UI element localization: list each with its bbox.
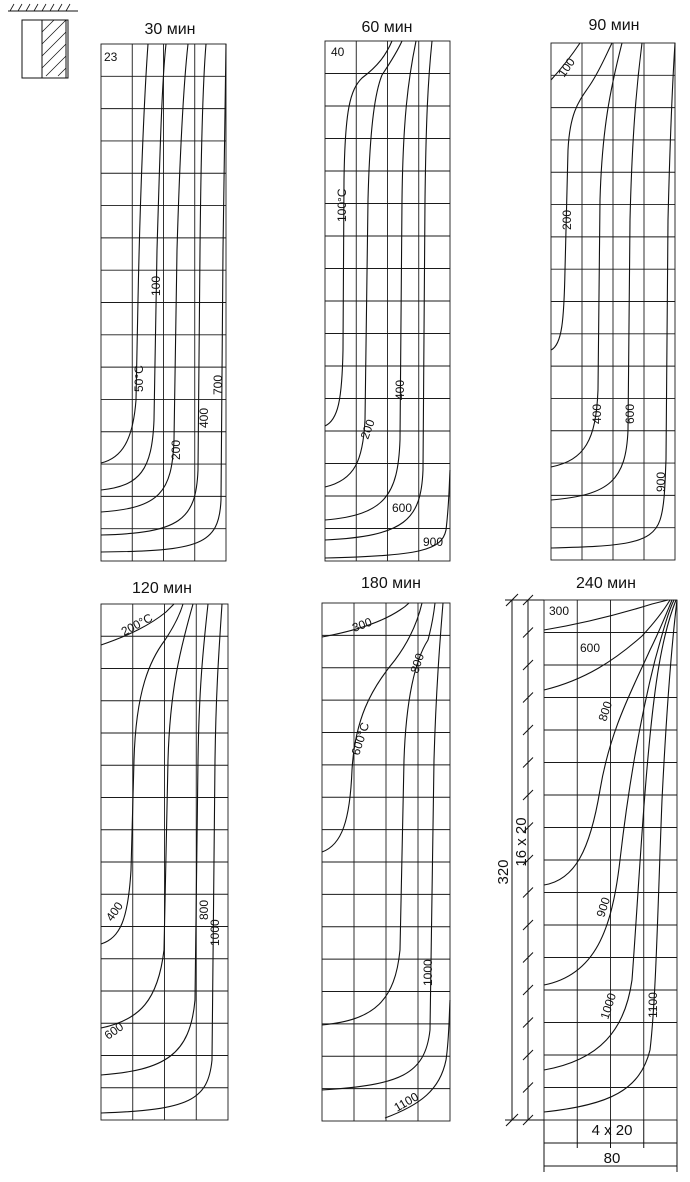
isotherm-label: 900 (593, 895, 614, 919)
isotherm-800 (544, 600, 672, 885)
panel-title: 90 мин (588, 17, 640, 34)
height-total-label: 320 (495, 859, 512, 885)
panel-90-min (551, 17, 675, 560)
isotherm-label: 100 (554, 55, 578, 80)
isotherm-label: 200 (357, 417, 378, 442)
width-total-label: 80 (603, 1150, 621, 1167)
isotherm-600 (322, 603, 422, 852)
panel-60-min (325, 19, 450, 561)
isotherm-label: 600 (101, 1019, 127, 1043)
isotherm-label: 50°C (132, 365, 146, 392)
panel-title: 180 мин (361, 575, 421, 592)
isotherm-800 (101, 604, 208, 1075)
isotherm-label: 200 (169, 439, 183, 460)
panel-title: 60 мин (361, 19, 413, 36)
isotherm-label: 900 (654, 471, 668, 492)
isotherm-label: 800 (197, 899, 211, 920)
isotherm-label: 100 (149, 275, 163, 296)
isotherm-label: 1000 (421, 959, 435, 986)
isotherm-400 (101, 604, 183, 944)
isotherm-600 (325, 41, 432, 540)
isotherm-label: 1100 (646, 992, 660, 1018)
height-division-label: 16 x 20 (513, 817, 530, 867)
panel-240-min (495, 575, 677, 1172)
isotherm-label: 100°C (335, 188, 349, 222)
isotherm-label: 400 (590, 403, 604, 424)
isotherm-label: 300 (350, 614, 374, 635)
isotherm-1000 (101, 604, 222, 1113)
panel-title: 30 мин (144, 21, 196, 38)
isotherm-label: 600 (623, 403, 637, 424)
corner-temperature-label: 40 (331, 45, 345, 59)
isotherm-600 (101, 604, 193, 1028)
isotherm-label: 400 (197, 407, 211, 428)
isotherm-label: 200°C (118, 610, 155, 639)
panel-grid (101, 44, 226, 561)
panel-180-min (322, 575, 450, 1121)
isotherm-label: 800 (595, 699, 616, 723)
isotherm-label: 1000 (208, 919, 222, 946)
isotherm-label: 600 (392, 501, 413, 515)
isotherm-400 (325, 41, 416, 520)
isotherm-400 (551, 43, 622, 467)
panel-30-min (101, 21, 226, 561)
isotherm-label: 900 (423, 535, 444, 549)
panel-title: 240 мин (576, 575, 636, 592)
isotherm-label: 1000 (597, 991, 620, 1021)
section-sketch-icon (8, 4, 78, 78)
isotherm-label: 1100 (391, 1089, 421, 1115)
isotherm-200 (551, 43, 612, 350)
panel-grid (322, 603, 450, 1121)
isotherm-label: 400 (393, 379, 407, 400)
isotherm-label: 400 (102, 899, 126, 924)
corner-temperature-label: 23 (104, 50, 118, 64)
isotherm-label: 200 (560, 209, 574, 230)
isotherm-label: 600°C (348, 720, 373, 757)
isotherm-100 (101, 44, 166, 490)
isotherm-900 (544, 600, 674, 985)
isotherm-label: 600 (580, 641, 601, 655)
panel-grid (101, 604, 228, 1120)
isotherm-label: 800 (407, 651, 428, 675)
isotherm-label: 700 (211, 374, 225, 395)
panel-title: 120 мин (132, 580, 192, 597)
width-division-label: 4 x 20 (591, 1122, 633, 1139)
isotherm-label: 300 (549, 604, 570, 618)
isotherm-50 (101, 44, 148, 463)
isotherm-100 (325, 41, 392, 426)
panel-120-min (101, 580, 228, 1120)
